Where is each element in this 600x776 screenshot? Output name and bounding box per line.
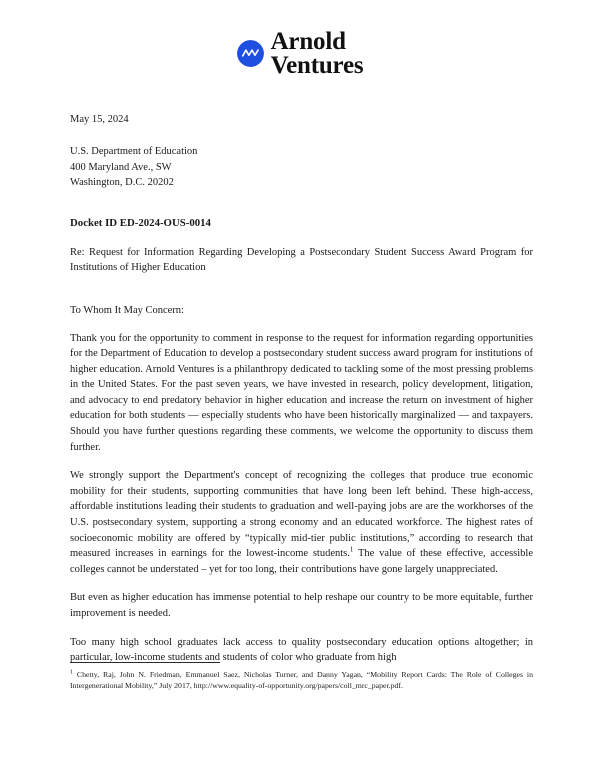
recipient-street: 400 Maryland Ave., SW — [70, 161, 172, 173]
arnold-ventures-logo — [237, 30, 364, 78]
salutation: To Whom It May Concern: — [70, 304, 184, 316]
body-paragraph-2 — [70, 468, 533, 577]
paragraph-text-before-footnote: We strongly support the Department's concept of recognizing the colleges that produce true economic mobility for their students, supporting communities that have long been left behind. These high-access, affordable institutions leading their students to graduation and well-paying jobs are are the workhorses of the U.S. postsecondary system, supporting a strong economy and an educated workforce. The highest rates of socioeconomic mobility are offered by “typically mid-tier public institutions,” according to research that measured increases in earnings for the lowest-income students. — [70, 470, 533, 560]
wordmark-line-arnold: Arnold — [270, 28, 346, 55]
footnote-separator-rule — [70, 662, 220, 663]
body-paragraph-3: But even as higher education has immense potential to help reshape our country to be more equitable, further improvement is needed. — [70, 592, 533, 619]
footnote-entry — [70, 669, 533, 692]
recipient-organization: U.S. Department of Education — [70, 146, 198, 157]
docket-id: Docket ID ED-2024-OUS-0014 — [70, 216, 211, 229]
arnold-ventures-wordmark — [271, 30, 364, 78]
footnote-citation: Chetty, Raj, John N. Friedman, Emmanuel Saez, Nicholas Turner, and Danny Yagan, “Mobility Report Cards: The Role of Colleges in Intergenerational Mobility,” July 2017, http://www.equality-of-opportunity.org/papers/coll_mrc_paper.pdf. — [70, 670, 533, 691]
body-paragraph-4: Too many high school graduates lack access to quality postsecondary education options altogether; in particular, low-income students and students of color who graduate from high — [70, 636, 533, 664]
letter-body — [70, 112, 533, 679]
recipient-address — [70, 144, 533, 191]
letter-date: May 15, 2024 — [70, 114, 129, 125]
letterhead — [0, 0, 600, 88]
footnote-marker: 1 — [70, 669, 73, 676]
body-paragraph-1: Thank you for the opportunity to comment in response to the request for information regarding opportunities for the Department of Education to develop a postsecondary student success award program for institutions of higher education. Arnold Ventures is a philanthropy dedicated to tackling some of the most pressing problems in the United States. For the past seven years, we have invested in research, policy development, litigation, and advocacy to end predatory behavior in higher education and increase the return on investment of higher education for both students — especially students who have been historically marginalized — and taxpayers. Should you have further questions regarding these comments, we welcome the opportunity to discuss them further. — [70, 332, 533, 453]
arnold-ventures-av-monogram-icon — [237, 40, 264, 67]
recipient-city-state-zip: Washington, D.C. 20202 — [70, 177, 174, 188]
footnote-reference-marker[interactable]: 1 — [349, 545, 354, 554]
footnote-area — [70, 662, 533, 692]
paragraph-text-after-footnote: The value of these effective, accessible colleges cannot be understated – yet for too long, their contributions have gone largely unappreciated. — [70, 548, 533, 575]
wordmark-line-ventures: Ventures — [270, 51, 364, 79]
subject-line: Re: Request for Information Regarding Developing a Postsecondary Student Success Award Program for Institutions of Higher Education — [70, 246, 533, 273]
